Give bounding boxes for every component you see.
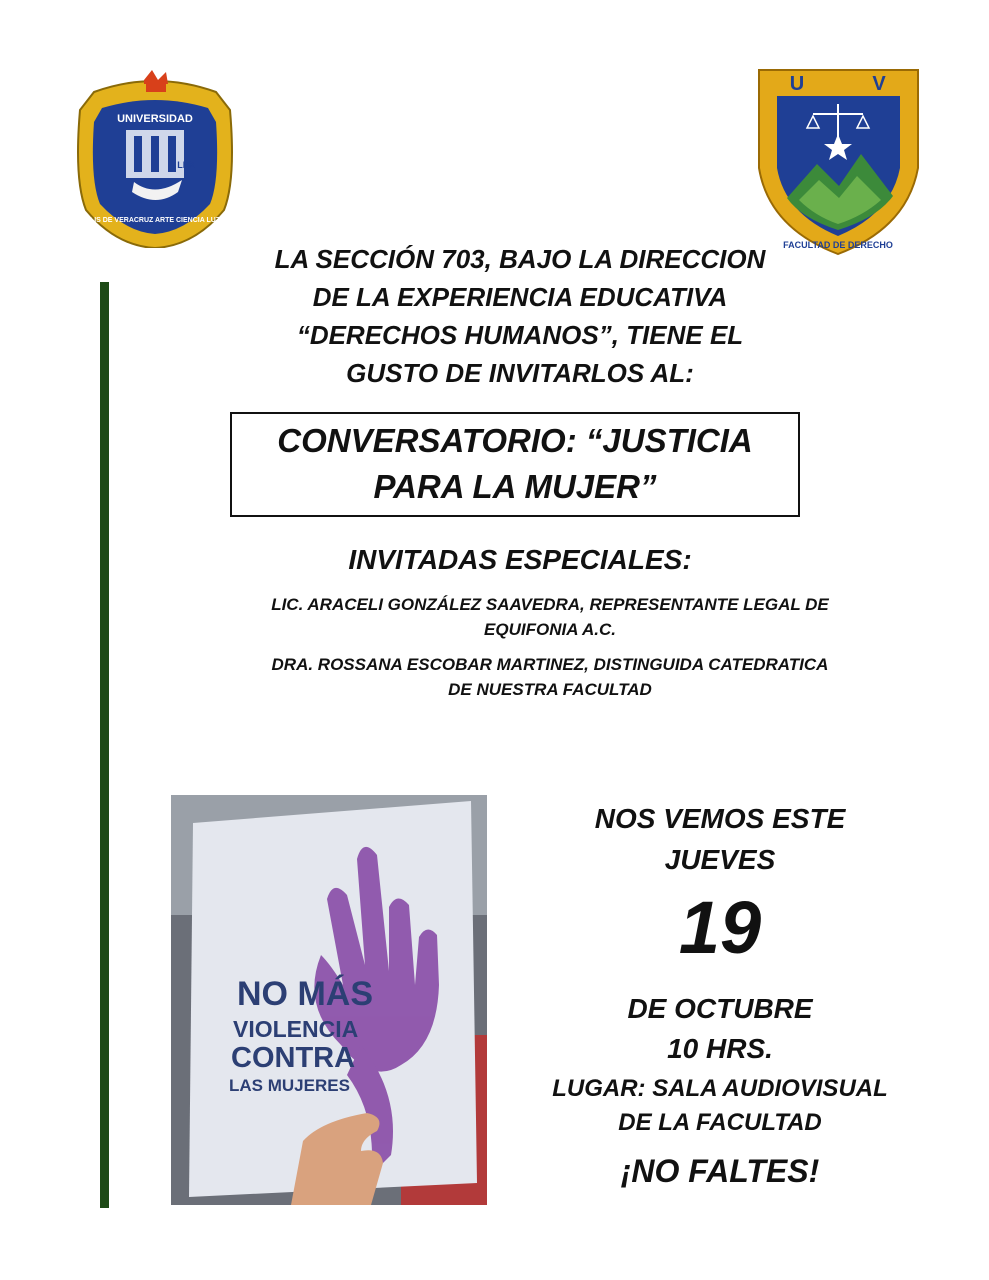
intro-line: “DERECHOS HUMANOS”, TIENE EL bbox=[296, 320, 744, 350]
event-title-line: CONVERSATORIO: “JUSTICIA bbox=[277, 422, 753, 459]
event-place bbox=[520, 1072, 920, 1140]
intro-line: LA SECCIÓN 703, BAJO LA DIRECCION bbox=[274, 244, 766, 274]
see-you-line: NOS VEMOS ESTE bbox=[594, 803, 846, 834]
guest-line: DRA. ROSSANA ESCOBAR MARTINEZ, DISTINGUIDA CATEDRATICA bbox=[271, 655, 829, 674]
intro-line: GUSTO DE INVITARLOS AL: bbox=[346, 358, 694, 388]
place-line: DE LA FACULTAD bbox=[618, 1109, 822, 1136]
intro-text bbox=[200, 240, 840, 392]
event-title bbox=[230, 412, 800, 517]
event-month: DE OCTUBRE bbox=[627, 993, 813, 1024]
svg-text:UNIVERSIDAD: UNIVERSIDAD bbox=[117, 113, 193, 125]
guests-heading: INVITADAS ESPECIALES: bbox=[348, 544, 692, 575]
event-time: 10 HRS. bbox=[667, 1033, 773, 1064]
facultad-derecho-logo bbox=[757, 68, 920, 256]
svg-text:LIS DE VERACRUZ ARTE CIENCIA L: LIS DE VERACRUZ ARTE CIENCIA LUZ bbox=[89, 217, 221, 224]
protest-sign-photo bbox=[171, 795, 487, 1205]
svg-text:FACULTAD DE DERECHO: FACULTAD DE DERECHO bbox=[783, 240, 893, 250]
sign-text: VIOLENCIA bbox=[233, 1016, 359, 1042]
svg-text:LEX: LEX bbox=[177, 160, 195, 170]
left-accent-bar bbox=[100, 282, 109, 1208]
guest-item bbox=[220, 592, 880, 642]
svg-text:V: V bbox=[872, 73, 886, 95]
place-line: LUGAR: SALA AUDIOVISUAL bbox=[552, 1075, 888, 1102]
svg-text:U: U bbox=[789, 73, 805, 95]
event-date-time bbox=[520, 989, 920, 1069]
event-title-line: PARA LA MUJER” bbox=[373, 468, 657, 505]
guest-line: DE NUESTRA FACULTAD bbox=[448, 680, 652, 699]
guest-line: LIC. ARACELI GONZÁLEZ SAAVEDRA, REPRESENTANTE LEGAL DE bbox=[271, 595, 829, 614]
event-day: 19 bbox=[678, 886, 762, 969]
guest-line: EQUIFONIA A.C. bbox=[484, 620, 616, 639]
guest-item bbox=[220, 652, 880, 702]
sign-text: LAS MUJERES bbox=[229, 1076, 350, 1095]
see-you-text bbox=[520, 798, 920, 880]
intro-line: DE LA EXPERIENCIA EDUCATIVA bbox=[312, 282, 728, 312]
call-to-action: ¡NO FALTES! bbox=[620, 1153, 820, 1189]
see-you-line: JUEVES bbox=[664, 844, 776, 875]
sign-text: NO MÁS bbox=[237, 975, 373, 1013]
universidad-veracruzana-logo bbox=[74, 70, 236, 248]
sign-text: CONTRA bbox=[231, 1042, 356, 1074]
